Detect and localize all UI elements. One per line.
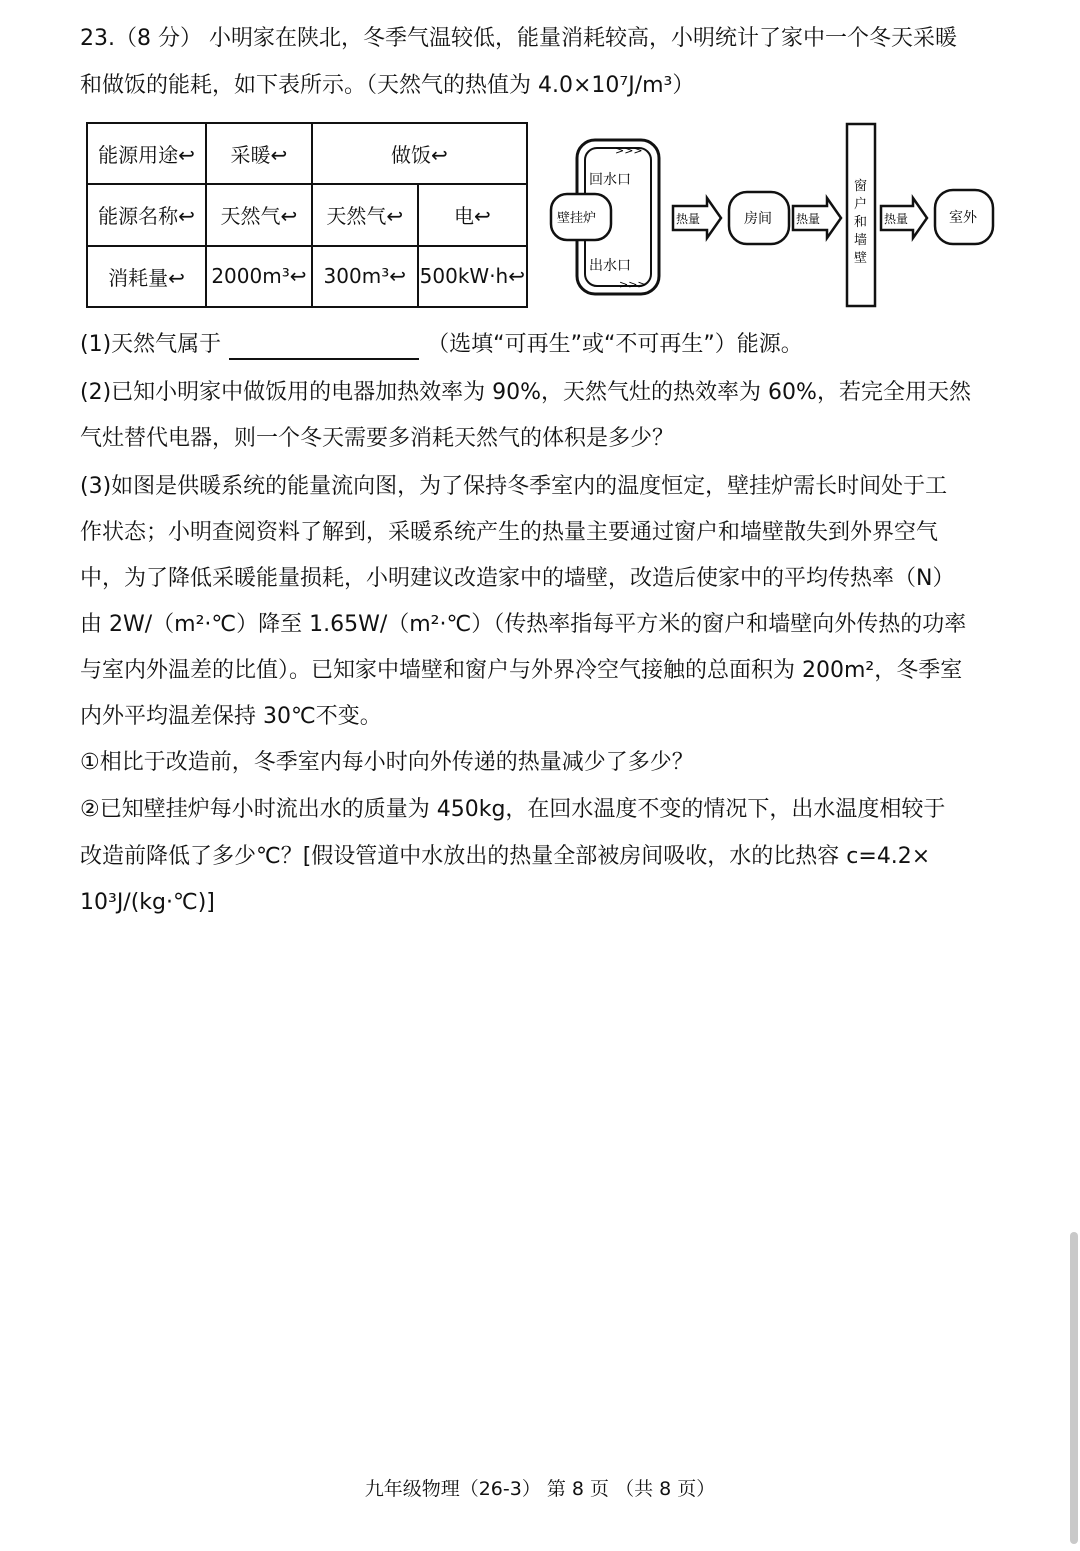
- table-cell: 电↩: [418, 184, 527, 245]
- arrow-label: 热量: [884, 212, 909, 226]
- flow-mark-icon: >>>: [619, 278, 647, 291]
- outlet-water-label: 出水口: [589, 258, 631, 274]
- outdoor-label: 室外: [949, 210, 977, 226]
- table-row: [87, 246, 527, 307]
- arrow-label: 热量: [796, 212, 821, 226]
- question-intro-line2: 和做饭的能耗，如下表所示。（天然气的热值为 4.0×10⁷J/m³）: [80, 73, 695, 98]
- wall-char: 壁: [854, 251, 868, 266]
- part3-line6: 内外平均温差保持 30℃不变。: [80, 704, 382, 729]
- flow-mark-icon: >>>: [615, 144, 643, 157]
- part3-line2: 作状态；小明查阅资料了解到，采暖系统产生的热量主要通过窗户和墙壁散失到外界空气: [80, 520, 939, 545]
- heating-energy-flow-diagram: [545, 118, 1000, 310]
- part2-line1: (2)已知小明家中做饭用的电器加热效率为 90%，天然气灶的热效率为 60%，若完全用天然: [80, 380, 971, 405]
- part3-sub2-line3: 10³J/(kg·℃)]: [80, 890, 215, 915]
- wall-char: 墙: [854, 233, 868, 248]
- question-intro-line1: 23.（8 分） 小明家在陕北，冬季气温较低，能量消耗较高，小明统计了家中一个冬天采暖: [80, 26, 957, 51]
- table-cell: 天然气↩: [206, 184, 312, 245]
- table-cell: 做饭↩: [312, 123, 527, 184]
- part2-line2: 气灶替代电器，则一个冬天需要多消耗天然气的体积是多少？: [80, 426, 675, 451]
- table-cell: 能源用途↩: [87, 123, 206, 184]
- part3-line3: 中，为了降低采暖能量损耗，小明建议改造家中的墙壁，改造后使家中的平均传热率（N）: [80, 566, 955, 591]
- table-cell: 能源名称↩: [87, 184, 206, 245]
- part3-line4: 由 2W/（m²·℃）降至 1.65W/（m²·℃）（传热率指每平方米的窗户和墙壁向外传热的功率: [80, 612, 967, 637]
- table-cell: 300m³↩: [312, 246, 418, 307]
- wall-char: 和: [854, 215, 868, 230]
- part3-sub2-line2: 改造前降低了多少℃？[假设管道中水放出的热量全部被房间吸收，水的比热容 c=4.2×: [80, 844, 931, 869]
- page-footer: 九年级物理（26-3） 第 8 页 （共 8 页）: [364, 1478, 716, 1500]
- table-row: [87, 123, 527, 184]
- answer-blank[interactable]: [229, 336, 419, 360]
- part1-options: （选填“可再生”或“不可再生”）能源。: [427, 332, 803, 357]
- return-water-label: 回水口: [589, 172, 631, 188]
- table-cell: 2000m³↩: [206, 246, 312, 307]
- table-cell: 500kW·h↩: [418, 246, 527, 307]
- wall-char: 户: [854, 197, 868, 212]
- part3-sub2-line1: ②已知壁挂炉每小时流出水的质量为 450kg，在回水温度不变的情况下，出水温度相较于: [80, 797, 946, 822]
- energy-table: [86, 122, 528, 308]
- table-cell: 天然气↩: [312, 184, 418, 245]
- part1-prompt: (1)天然气属于: [80, 332, 222, 357]
- wall-char: 窗: [854, 179, 868, 194]
- table-cell: 采暖↩: [206, 123, 312, 184]
- room-label: 房间: [744, 211, 772, 227]
- arrow-label: 热量: [676, 212, 701, 226]
- table-row: [87, 184, 527, 245]
- part3-line1: (3)如图是供暖系统的能量流向图，为了保持冬季室内的温度恒定，壁挂炉需长时间处于工: [80, 474, 948, 499]
- table-cell: 消耗量↩: [87, 246, 206, 307]
- part1-line: [80, 330, 1000, 360]
- boiler-label: 壁挂炉: [557, 211, 597, 226]
- part3-sub1: ①相比于改造前，冬季室内每小时向外传递的热量减少了多少？: [80, 750, 694, 775]
- part3-line5: 与室内外温差的比值）。已知家中墙壁和窗户与外界冷空气接触的总面积为 200m²，冬季室: [80, 658, 963, 683]
